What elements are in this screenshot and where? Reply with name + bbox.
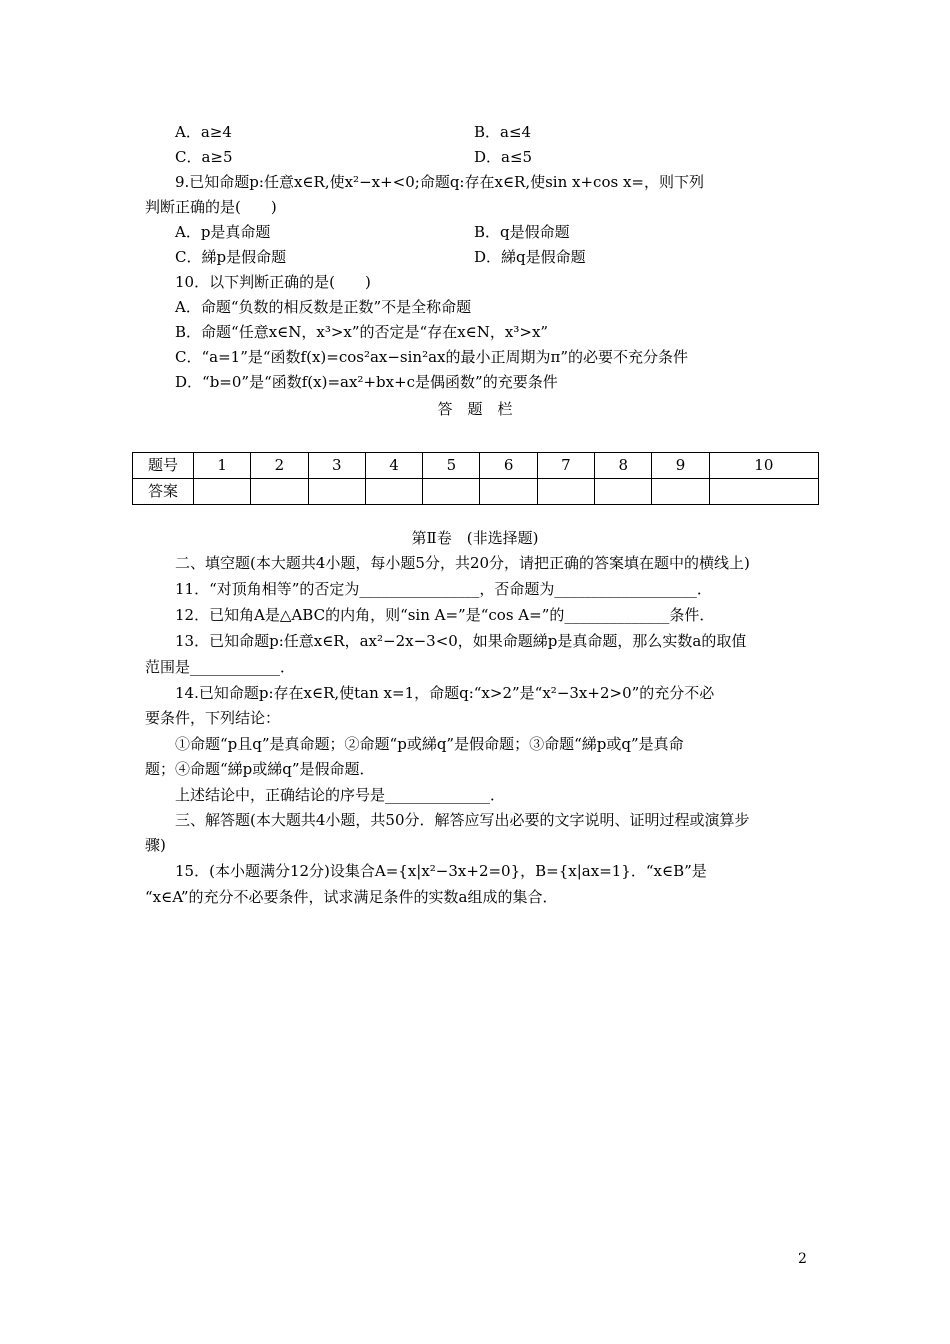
q14-line4: 题；④命题“綈p或綈q”是假命题． — [145, 760, 375, 778]
answer-cell[interactable] — [595, 479, 652, 505]
question-number-cell: 9 — [652, 453, 709, 479]
q14-line5: 上述结论中，正确结论的序号是______________． — [175, 786, 506, 804]
q10-option-a: A．命题“负数的相反数是正数”不是全称命题 — [175, 298, 472, 316]
q13-line2: 范围是____________． — [145, 658, 296, 676]
answer-cell[interactable] — [365, 479, 422, 505]
q14-line3: ①命题“p且q”是真命题；②命题“p或綈q”是假命题；③命题“綈p或q”是真命 — [175, 735, 684, 753]
question-number-cell: 4 — [365, 453, 422, 479]
answer-cell[interactable] — [423, 479, 480, 505]
q9-option-b: B．q是假命题 — [474, 223, 570, 241]
answer-table-number-row — [133, 453, 819, 479]
question-number-cell: 5 — [423, 453, 480, 479]
q8-option-a: A．a≥4 — [175, 123, 232, 141]
answer-cell[interactable] — [251, 479, 308, 505]
question-number-cell: 7 — [537, 453, 594, 479]
q9-stem-line1: 9.已知命题p:任意x∈R,使x²−x+<0;命题q:存在x∈R,使sin x+cos x=，则下列 — [175, 173, 704, 191]
q15-line1: 15．(本小题满分12分)设集合A={x|x²−3x+2=0}，B={x|ax=1}．“x∈B”是 — [175, 862, 707, 880]
part2-title: 第Ⅱ卷 (非选择题) — [411, 529, 539, 547]
answer-cell[interactable] — [709, 479, 818, 505]
q14-line1: 14.已知命题p:存在x∈R,使tan x=1，命题q:“x>2”是“x²−3x+2>0”的充分不必 — [175, 684, 715, 702]
q9-option-a: A．p是真命题 — [175, 223, 271, 241]
answer-cell[interactable] — [480, 479, 537, 505]
answer-table — [132, 452, 819, 505]
question-number-cell: 2 — [251, 453, 308, 479]
q12: 12．已知角A是△ABC的内角，则“sin A=”是“cos A=”的______________条件． — [175, 606, 715, 624]
q8-option-c: C．a≥5 — [175, 148, 233, 166]
q13-line1: 13．已知命题p:任意x∈R，ax²−2x−3<0，如果命题綈p是真命题，那么实数a的取值 — [175, 632, 747, 650]
q11: 11．“对顶角相等”的否定为________________，否命题为___________________． — [175, 580, 712, 598]
answer-cell[interactable] — [537, 479, 594, 505]
section2-heading: 二、填空题(本大题共4小题，每小题5分，共20分，请把正确的答案填在题中的横线上) — [175, 554, 750, 572]
q9-option-c: C．綈p是假命题 — [175, 248, 287, 266]
q15-line2: “x∈A”的充分不必要条件，试求满足条件的实数a组成的集合． — [145, 888, 558, 906]
row-header-number: 题号 — [133, 453, 194, 479]
q10-option-b: B．命题“任意x∈N，x³>x”的否定是“存在x∈N，x³>x” — [175, 323, 549, 341]
q8-option-d: D．a≤5 — [474, 148, 533, 166]
answer-cell[interactable] — [308, 479, 365, 505]
q9-option-d: D．綈q是假命题 — [474, 248, 586, 266]
q8-option-b: B．a≤4 — [474, 123, 532, 141]
answer-table-title: 答 题 栏 — [437, 400, 513, 418]
q10-option-c: C．“a=1”是“函数f(x)=cos²ax−sin²ax的最小正周期为π”的必要不充分条件 — [175, 348, 689, 366]
answer-cell[interactable] — [194, 479, 251, 505]
q9-stem-line2: 判断正确的是( ) — [145, 198, 277, 216]
question-number-cell: 1 — [194, 453, 251, 479]
answer-cell[interactable] — [652, 479, 709, 505]
q10-option-d: D．“b=0”是“函数f(x)=ax²+bx+c是偶函数”的充要条件 — [175, 373, 558, 391]
section3-heading-line2: 骤) — [145, 836, 166, 854]
question-number-cell: 8 — [595, 453, 652, 479]
q14-line2: 要条件，下列结论： — [145, 709, 281, 727]
question-number-cell: 3 — [308, 453, 365, 479]
answer-table-answer-row — [133, 479, 819, 505]
row-header-answer: 答案 — [133, 479, 194, 505]
section3-heading-line1: 三、解答题(本大题共4小题，共50分．解答应写出必要的文字说明、证明过程或演算步 — [175, 811, 750, 829]
question-number-cell: 10 — [709, 453, 818, 479]
page-number: 2 — [798, 1251, 807, 1267]
question-number-cell: 6 — [480, 453, 537, 479]
q10-stem: 10．以下判断正确的是( ) — [175, 273, 371, 291]
